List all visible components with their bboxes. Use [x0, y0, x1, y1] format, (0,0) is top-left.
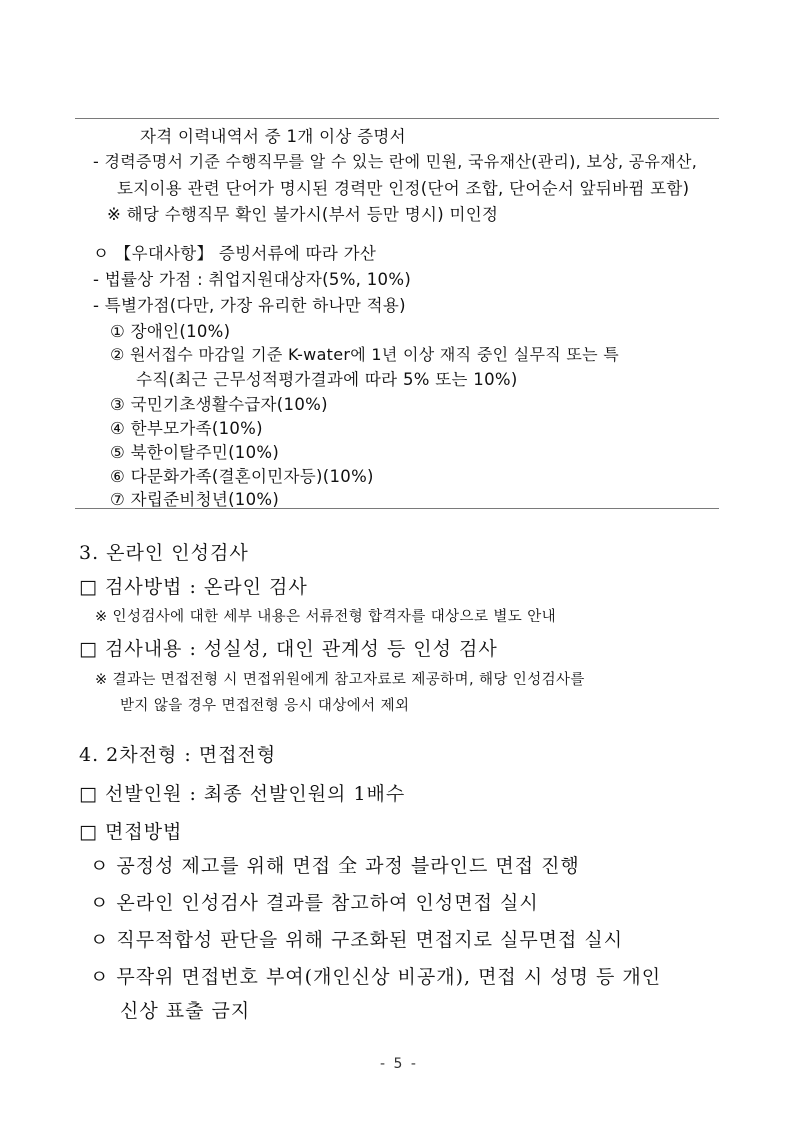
- section-4-bullet-1: ㅇ 공정성 제고를 위해 면접 全 과정 블라인드 면접 진행: [90, 855, 580, 877]
- box-line-13: ⑤ 북한이탈주민(10%): [110, 443, 280, 462]
- box-line-5: ㅇ 【우대사항】 증빙서류에 따라 가산: [93, 244, 377, 263]
- section-4-title: 4. 2차전형 : 면접전형: [79, 744, 277, 766]
- section-3-content-note-1: ※ 결과는 면접전형 시 면접위원에게 참고자료로 제공하며, 해당 인성검사를: [95, 672, 585, 688]
- box-line-12: ④ 한부모가족(10%): [110, 419, 263, 438]
- page-number: - 5 -: [380, 1056, 418, 1072]
- box-line-1: 자격 이력내역서 중 1개 이상 증명서: [140, 127, 406, 146]
- section-4-bullet-3: ㅇ 직무적합성 판단을 위해 구조화된 면접지로 실무면접 실시: [90, 929, 624, 951]
- box-top-border: [75, 118, 719, 119]
- box-line-8: ① 장애인(10%): [110, 322, 231, 341]
- box-line-11: ③ 국민기초생활수급자(10%): [110, 395, 328, 414]
- box-line-7: - 특별가점(다만, 가장 유리한 하나만 적용): [93, 296, 406, 315]
- section-4-bullet-4: ㅇ 무작위 면접번호 부여(개인신상 비공개), 면접 시 성명 등 개인: [90, 966, 662, 988]
- box-line-6: - 법률상 가점 : 취업지원대상자(5%, 10%): [93, 270, 412, 289]
- section-4-selection: □ 선발인원 : 최종 선발인원의 1배수: [79, 783, 406, 805]
- box-line-14: ⑥ 다문화가족(결혼이민자등)(10%): [110, 467, 374, 486]
- section-4-method-heading: □ 면접방법: [79, 821, 183, 843]
- section-3-content-note-2: 받지 않을 경우 면접전형 응시 대상에서 제외: [120, 698, 410, 714]
- box-line-9: ② 원서접수 마감일 기준 K-water에 1년 이상 재직 중인 실무직 또는 특: [110, 345, 620, 364]
- section-3-method: □ 검사방법 : 온라인 검사: [79, 576, 308, 598]
- section-4-bullet-2: ㅇ 온라인 인성검사 결과를 참고하여 인성면접 실시: [90, 892, 539, 914]
- section-4-bullet-4-cont: 신상 표출 금지: [120, 1000, 251, 1022]
- box-line-4: ※ 해당 수행직무 확인 불가시(부서 등만 명시) 미인정: [107, 205, 499, 224]
- section-3-content: □ 검사내용 : 성실성, 대인 관계성 등 인성 검사: [79, 638, 498, 660]
- box-line-15: ⑦ 자립준비청년(10%): [110, 490, 280, 509]
- box-line-3: 토지이용 관련 단어가 명시된 경력만 인정(단어 조합, 단어순서 앞뒤바뀜 포함): [117, 179, 690, 198]
- section-3-method-note: ※ 인성검사에 대한 세부 내용은 서류전형 합격자를 대상으로 별도 안내: [95, 609, 557, 625]
- box-line-2: - 경력증명서 기준 수행직무를 알 수 있는 란에 민원, 국유재산(관리), 보상, 공유재산,: [93, 152, 698, 171]
- box-line-10: 수직(최근 근무성적평가결과에 따라 5% 또는 10%): [136, 370, 518, 389]
- section-3-title: 3. 온라인 인성검사: [79, 542, 249, 564]
